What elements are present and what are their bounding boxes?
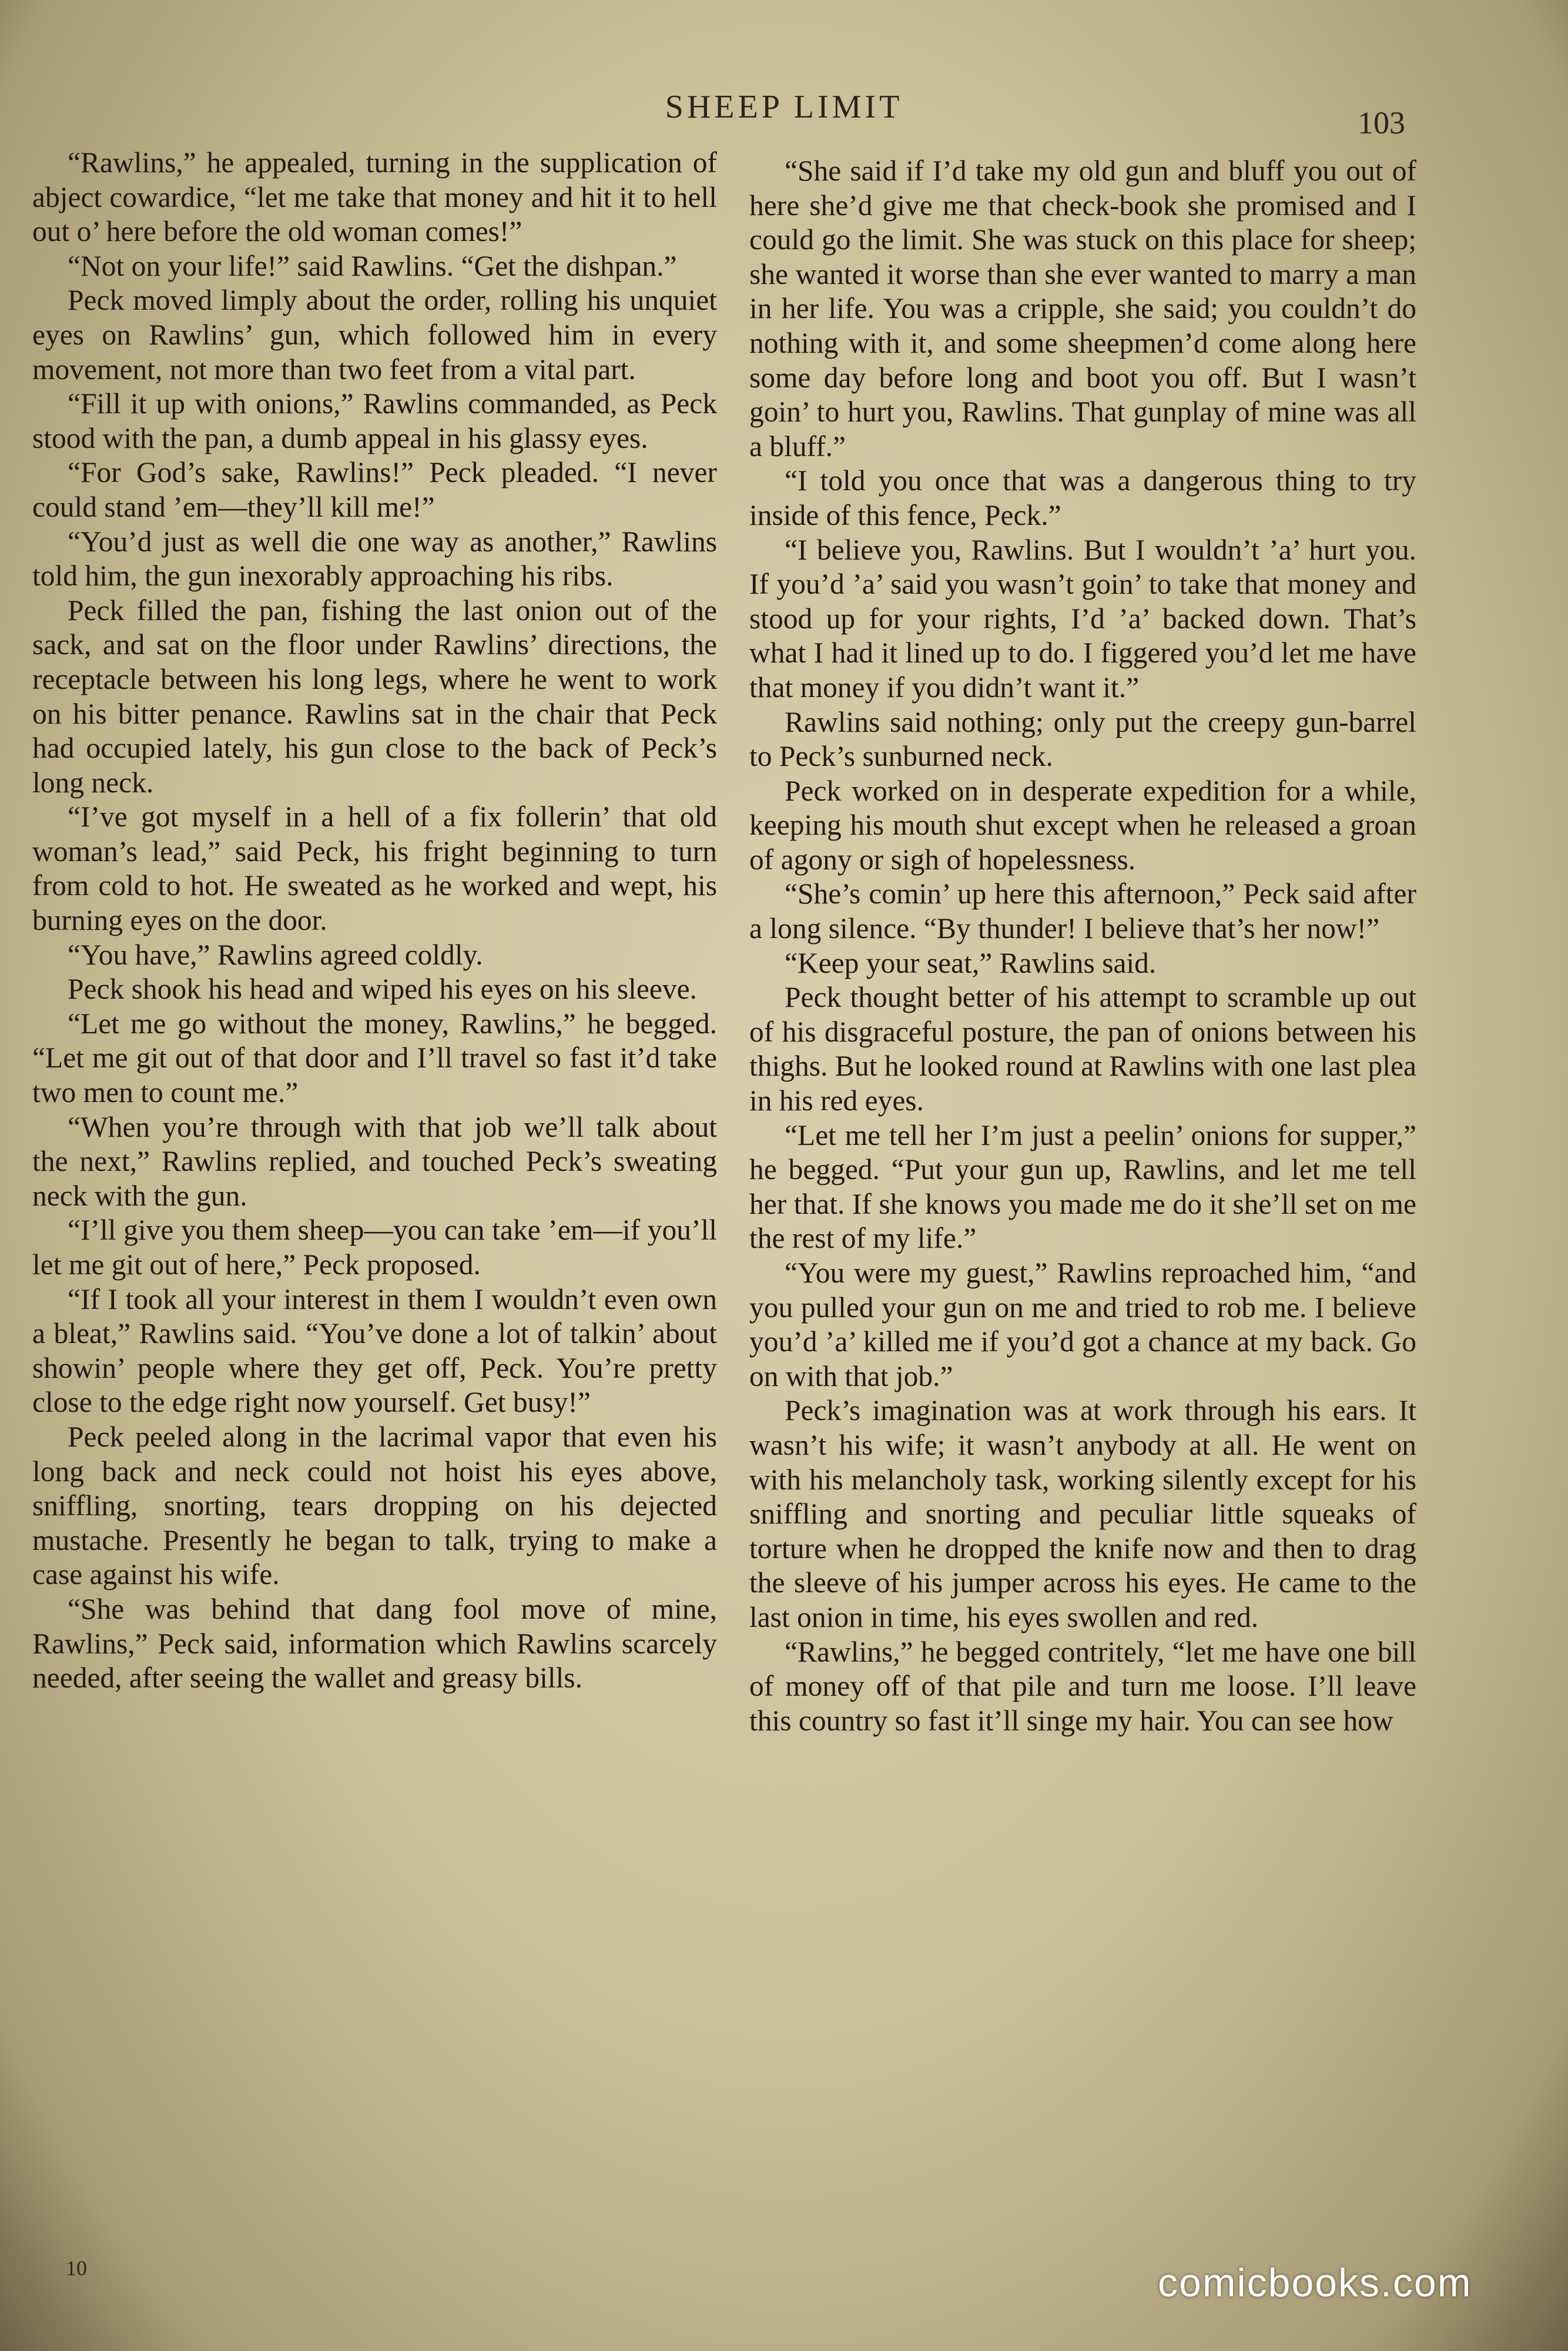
paragraph: “For God’s sake, Rawlins!” Peck pleaded. “I never could stand ’em—they’ll kill me!” xyxy=(32,456,717,523)
paragraph: Peck worked on in desperate expedition for a while, keeping his mouth shut except when he released a groan of agony or sigh of hopelessness. xyxy=(749,774,1416,876)
paragraph: “You have,” Rawlins agreed coldly. xyxy=(68,938,483,971)
paragraph: Peck peeled along in the lacrimal vapor that even his long back and neck could not hoist his eyes above, sniffling, snorting, tears dropping on his dejected mustache. Presently he began to talk, trying to make a case against his wife. xyxy=(32,1420,717,1591)
paragraph: “You’d just as well die one way as another,” Rawlins told him, the gun inexorably approaching his ribs. xyxy=(32,525,717,592)
right-text-column xyxy=(749,154,1416,1738)
signature-mark: 10 xyxy=(66,2256,87,2280)
running-title: SHEEP LIMIT xyxy=(665,89,903,125)
paragraph: “Rawlins,” he begged contritely, “let me have one bill of money off of that pile and turn me loose. I’ll leave this country so fast it’ll singe my hair. You can see how xyxy=(749,1635,1416,1737)
paragraph: “I believe you, Rawlins. But I wouldn’t ’a’ hurt you. If you’d ’a’ said you wasn’t goin’ to take that money and stood up for your rights, I’d ’a’ backed down. That’s what I had it lined up to do. I figgered you’d let me have that money if you didn’t want it.” xyxy=(749,533,1416,704)
paragraph: “Keep your seat,” Rawlins said. xyxy=(785,946,1157,979)
paragraph: “Fill it up with onions,” Rawlins commanded, as Peck stood with the pan, a dumb appeal in his glassy eyes. xyxy=(32,387,717,454)
paragraph: Peck shook his head and wiped his eyes on his sleeve. xyxy=(68,973,697,1006)
paragraph: Peck moved limply about the order, rolling his unquiet eyes on Rawlins’ gun, which followed him in every movement, not more than two feet from a vital part. xyxy=(32,284,717,386)
paragraph: Peck’s imagination was at work through his ears. It wasn’t his wife; it wasn’t anybody at all. He went on with his melancholy task, working silently except for his sniffling and snorting and peculiar little squeaks of torture when he dropped the knife now and then to drag the sleeve of his jumper across his eyes. He came to the last onion in time, his eyes swollen and red. xyxy=(749,1394,1416,1633)
paragraph: “She said if I’d take my old gun and bluff you out of here she’d give me that check-book she promised and I could go the limit. She was stuck on this place for sheep; she wanted it worse than she ever wanted to marry a man in her life. You was a cripple, she said; you couldn’t do nothing with it, and some sheepmen’d come along here some day before long and boot you off. But I wasn’t goin’ to hurt you, Rawlins. That gunplay of mine was all a bluff.” xyxy=(749,155,1416,463)
watermark: comicbooks.com xyxy=(1158,2260,1472,2305)
page-number: 103 xyxy=(1358,105,1405,140)
paragraph: “Rawlins,” he appealed, turning in the supplication of abject cowardice, “let me take that money and hit it to hell out o’ here before the old woman comes!” xyxy=(32,146,717,248)
paragraph: “She’s comin’ up here this afternoon,” Peck said after a long silence. “By thunder! I believe that’s her now!” xyxy=(749,878,1416,945)
paragraph: “I’ll give you them sheep—you can take ’em—if you’ll let me git out of here,” Peck proposed. xyxy=(32,1214,717,1281)
paragraph: “Let me tell her I’m just a peelin’ onions for supper,” he begged. “Put your gun up, Rawlins, and let me tell her that. If she knows you made me do it she’ll set on me the rest of my life.” xyxy=(749,1118,1416,1255)
paragraph: “When you’re through with that job we’ll talk about the next,” Rawlins replied, and touched Peck’s sweating neck with the gun. xyxy=(32,1110,717,1212)
paragraph: Peck thought better of his attempt to scramble up out of his disgraceful posture, the pan of onions between his thighs. But he looked round at Rawlins with one last plea in his red eyes. xyxy=(749,981,1416,1117)
paragraph: Rawlins said nothing; only put the creepy gun-barrel to Peck’s sunburned neck. xyxy=(749,705,1416,773)
paragraph: “I’ve got myself in a hell of a fix follerin’ that old woman’s lead,” said Peck, his fright beginning to turn from cold to hot. He sweated as he worked and wept, his burning eyes on the door. xyxy=(32,801,717,937)
paragraph: “Let me go without the money, Rawlins,” he begged. “Let me git out of that door and I’ll travel so fast it’d take two men to count me.” xyxy=(32,1007,717,1109)
paragraph: “Not on your life!” said Rawlins. “Get the dishpan.” xyxy=(68,249,677,282)
left-text-column xyxy=(32,146,717,1696)
paragraph: “I told you once that was a dangerous thing to try inside of this fence, Peck.” xyxy=(749,464,1416,531)
paragraph: “She was behind that dang fool move of mine, Rawlins,” Peck said, information which Rawlins scarcely needed, after seeing the wallet and greasy bills. xyxy=(32,1592,717,1694)
paragraph: “If I took all your interest in them I wouldn’t even own a bleat,” Rawlins said. “You’ve done a lot of talkin’ about showin’ people where they get off, Peck. You’re pretty close to the edge right now yourself. Get busy!” xyxy=(32,1282,717,1419)
paragraph: “You were my guest,” Rawlins reproached him, “and you pulled your gun on me and tried to rob me. I believe you’d ’a’ killed me if you’d got a chance at my back. Go on with that job.” xyxy=(749,1257,1416,1392)
paragraph: Peck filled the pan, fishing the last onion out of the sack, and sat on the floor under Rawlins’ directions, the receptacle between his long legs, where he went to work on his bitter penance. Rawlins sat in the chair that Peck had occupied lately, his gun close to the back of Peck’s long neck. xyxy=(32,594,717,799)
